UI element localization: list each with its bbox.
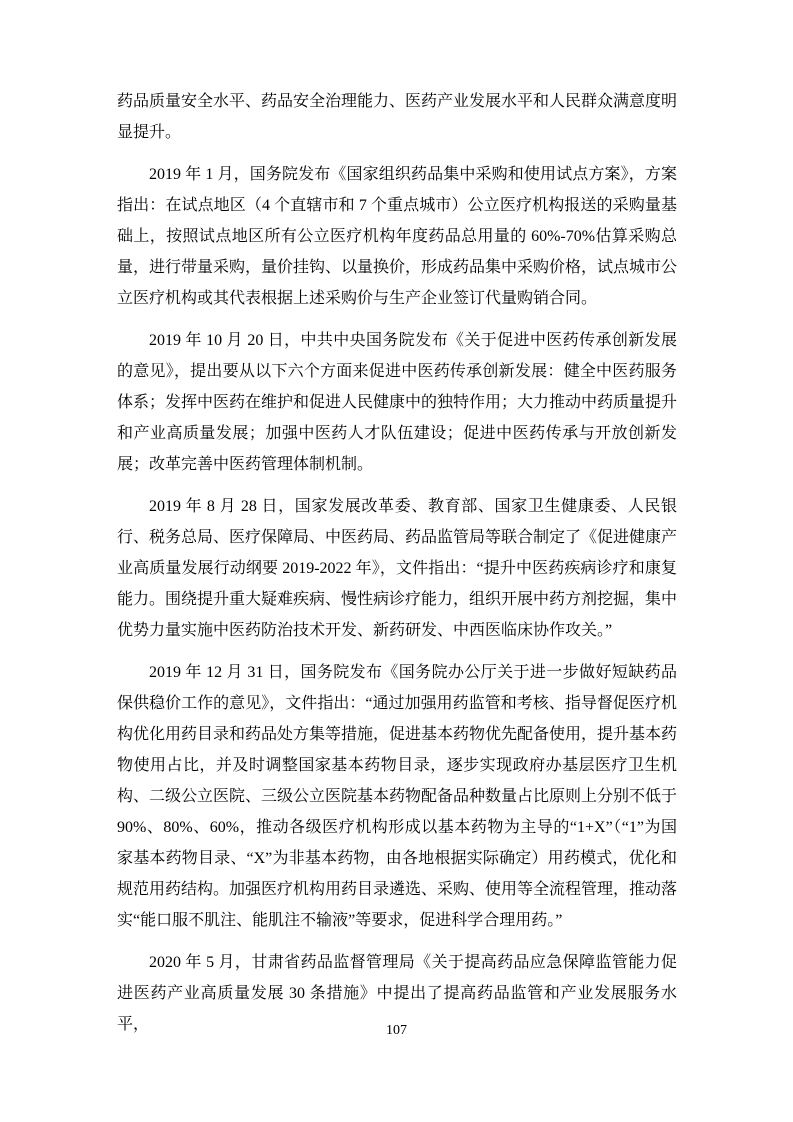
paragraph-2020-05-policy: 2020 年 5 月，甘肃省药品监督管理局《关于提高药品应急保障监管能力促进医药产业高质量发展 30 条措施》中提出了提高药品监管和产业发展服务水平， xyxy=(117,954,677,1033)
page-body-text xyxy=(117,86,677,1040)
paragraph-2019-10-20-policy: 2019 年 10 月 20 日，中共中央国务院发布《关于促进中医药传承创新发展的意见》，提出要从以下六个方面来促进中医药传承创新发展：健全中医药服务体系；发挥中医药在维护和促进人民健康中的独特作用；大力推动中药质量提升和产业高质量发展；加强中医药人才队伍建设；促进中医药传承与开放创新发展；改革完善中医药管理体制机制。 xyxy=(117,332,678,473)
paragraph-2019-12-31-policy: 2019 年 12 月 31 日，国务院发布《国务院办公厅关于进一步做好短缺药品保供稳价工作的意见》，文件指出：“通过加强用药监管和考核、指导督促医疗机构优化用药目录和药品处方集等措施，促进基本药物优先配备使用，提升基本药物使用占比，并及时调整国家基本药物目录，逐步实现政府办基层医疗卫生机构、二级公立医院、三级公立医院基本药物配备品种数量占比原则上分别不低于 90%、80%、60%，推动各级医疗机构形成以基本药物为主导的“1+X”（“1”为国家基本药物目录、“X”为非基本药物，由各地根据实际确定）用药模式，优化和规范用药结构。加强医疗机构用药目录遴选、采购、使用等全流程管理，推动落实“能口服不肌注、能肌注不输液”等要求，促进科学合理用药。” xyxy=(117,664,678,929)
paragraph-2019-08-28-policy: 2019 年 8 月 28 日，国家发展改革委、教育部、国家卫生健康委、人民银行、税务总局、医疗保障局、中医药局、药品监管局等联合制定了《促进健康产业高质量发展行动纲要 2019-2022 年》，文件指出：“提升中医药疾病诊疗和康复能力。围绕提升重大疑难疾病、慢性病诊疗能力，组织开展中药方剂挖掘，集中优势力量实施中医药防治技术开发、新药研发、中西医临床协作攻关。” xyxy=(117,498,678,639)
paragraph-2019-01-policy: 2019 年 1 月，国务院发布《国家组织药品集中采购和使用试点方案》，方案指出：在试点地区（4 个直辖市和 7 个重点城市）公立医疗机构报送的采购量基础上，按照试点地区所有公立医疗机构年度药品总用量的 60%-70%估算采购总量，进行带量采购，量价挂钩、以量换价，形成药品集中采购价格，试点城市公立医疗机构或其代表根据上述采购价与生产企业签订代量购销合同。 xyxy=(117,166,678,307)
paragraph-continuation: 药品质量安全水平、药品安全治理能力、医药产业发展水平和人民群众满意度明显提升。 xyxy=(117,93,678,141)
page-number: 107 xyxy=(386,1023,407,1038)
